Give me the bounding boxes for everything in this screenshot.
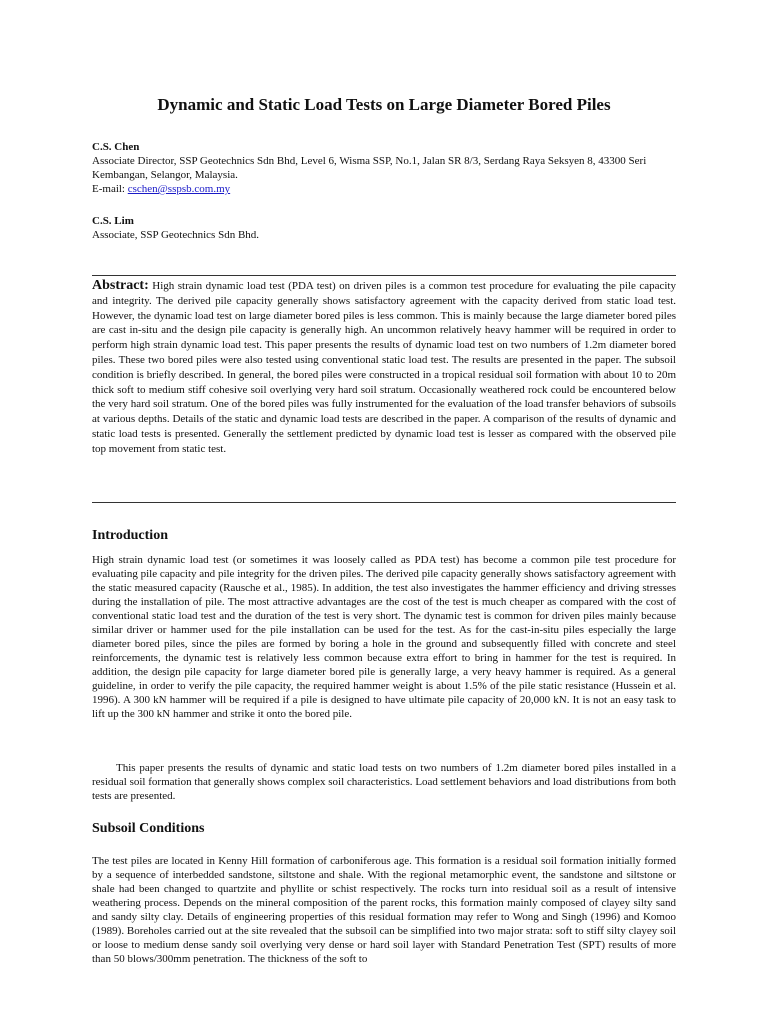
author-affiliation: Associate, SSP Geotechnics Sdn Bhd.: [92, 229, 260, 241]
author-block-2: [92, 214, 676, 242]
abstract-label: Abstract:: [92, 278, 149, 293]
email-link[interactable]: cschen@sspsb.com.my: [127, 183, 231, 195]
paper-page: [92, 0, 676, 1024]
author-block-1: [92, 140, 676, 196]
intro-paragraph-2: This paper presents the results of dynamic and static load tests on two numbers of 1.2m diameter bored piles installed in a residual soil formation that generally shows complex soil characteristics. Load settlement behaviors and load distributions from both tests are presented.: [92, 762, 676, 802]
subsoil-paragraph-1: The test piles are located in Kenny Hill formation of carboniferous age. This formation is a residual soil formation initially formed by a sequence of interbedded sandstone, siltstone and shale. With the regional metamorphic event, the sandstone and siltstone or shale had been changed to quartzite and phyllite or schist respectively. The rocks turn into residual soil as a result of intensive weathering process. Depends on the mineral composition of the parent rocks, this formation mainly composed of clayey silty sand and sandy silty clay. Details of engineering properties of this residual formation may refer to Wong and Singh (1996) and Komoo (1989). Boreholes carried out at the site revealed that the subsoil can be simplified into two major strata: soft to stiff silty clayey soil or loose to medium dense sandy soil overlying very dense or hard soil layer with Standard Penetration Test (SPT) results of more than 50 blows/300mm penetration. The thickness of the soft to: [92, 855, 676, 965]
author-name: C.S. Chen: [92, 141, 140, 153]
section-heading-subsoil: Subsoil Conditions: [92, 821, 205, 836]
paper-title: Dynamic and Static Load Tests on Large Diameter Bored Piles: [157, 95, 611, 114]
author-email-line: [92, 182, 676, 196]
abstract: [92, 279, 676, 457]
author-affiliation: Associate Director, SSP Geotechnics Sdn Bhd, Level 6, Wisma SSP, No.1, Jalan SR 8/3, Serdang Raya Seksyen 8, 43300 Seri Kembangan, Selangor, Malaysia.: [92, 155, 647, 181]
section-heading-introduction: Introduction: [92, 528, 168, 543]
author-name: C.S. Lim: [92, 215, 134, 227]
abstract-top-rule: [92, 275, 676, 276]
email-label: E-mail:: [92, 183, 128, 195]
abstract-bottom-rule: [92, 502, 676, 503]
abstract-text: High strain dynamic load test (PDA test) on driven piles is a common test procedure for evaluating the pile capacity and integrity. The derived pile capacity generally shows satisfactory agreement with the capacity derived from static load test. However, the dynamic load test on large diameter bored piles is less common. This is mainly because the large diameter bored piles are cast in-situ and the design pile capacity is generally high. An uncommon relatively heavy hammer will be required in order to perform high strain dynamic load test. This paper presents the results of dynamic load test on two numbers of 1.2m diameter bored piles. These two bored piles were also tested using conventional static load test. The results are presented in the paper. The subsoil condition is briefly described. In general, the bored piles were constructed in a tropical residual soil formation with about 10 to 20m thick soft to medium stiff cohesive soil overlying very hard soil stratum. Occasionally weathered rock could be encountered below the very hard soil stratum. One of the bored piles was fully instrumented for the evaluation of the load transfer behaviors of subsoils at various depths. Details of the static and dynamic load tests are described in the paper. A comparison of the results of dynamic and static load tests is presented. Generally the settlement predicted by dynamic load test is lesser as compared with the observed pile top movement from static test.: [92, 280, 676, 455]
intro-paragraph-1: High strain dynamic load test (or sometimes it was loosely called as PDA test) has become a common pile test procedure for evaluating pile capacity and pile integrity for the driven piles. The derived pile capacity generally shows satisfactory agreement with the static measured capacity (Rausche et al., 1985). In addition, the test also investigates the hammer efficiency and driving stresses during the installation of pile. The most attractive advantages are the cost of the test is much cheaper as compared with the cost of conventional static load test and the duration of the test is very short. The dynamic test is common for driven piles mainly because similar driver or hammer used for the pile installation can be used for the test. As for the cast-in-situ piles especially the large diameter bored piles, since the piles are formed by boring a hole in the ground and subsequently filled with concrete and steel reinforcements, the dynamic test is relatively less common because extra effort to bring in hammer for the test is required. In addition, the design pile capacity for large diameter bored pile is generally large, a very heavy hammer is required. As a general guideline, in order to verify the pile capacity, the required hammer weight is about 1.5% of the pile static resistance (Hussein et al. 1996). A 300 kN hammer will be required if a pile is designed to have ultimate pile capacity of 20,000 kN. It is not an easy task to lift up the 300 kN hammer and strike it onto the bored pile.: [92, 554, 676, 720]
